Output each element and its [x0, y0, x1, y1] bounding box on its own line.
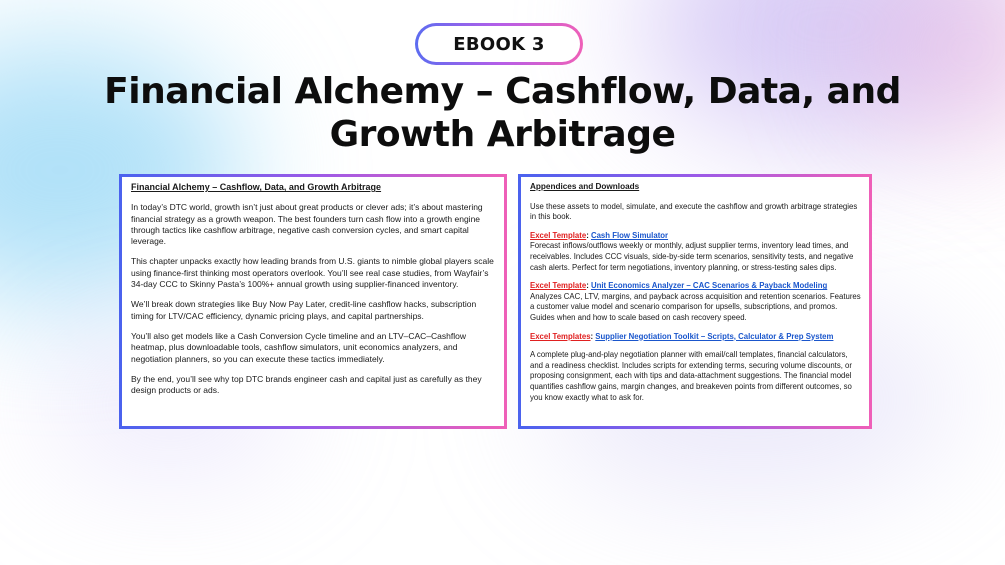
supplier-negotiation-toolkit-link[interactable]: Supplier Negotiation Toolkit – Scripts, Calculator & Prep System — [595, 331, 834, 341]
chapter-overview-content — [122, 177, 504, 426]
page-title-line-2: Growth Arbitrage — [329, 114, 676, 155]
cash-flow-simulator-link[interactable]: Cash Flow Simulator — [590, 230, 669, 240]
template-entry: Excel Template: Unit Economics Analyzer – CAC Scenarios & Payback Modeling Analyzes CAC, LTV, margins, and payback across acquisition and retention scenarios. Features a customer value model and scenario comparison for upsells, subscriptions, and promos. Guides when and how to scale based on cash recovery speed. — [530, 281, 861, 322]
template-entry: Excel Templates: Supplier Negotiation Toolkit – Scripts, Calculator & Prep System — [530, 331, 834, 341]
chapter-overview-card — [119, 174, 507, 429]
template-description: A complete plug-and-play negotiation planner with email/call templates, financial calculators, and a readiness checklist. Includes scripts for extending terms, securing volume discounts, or proposing consignment, each with tips and data-attachment suggestions. The financial model quantifies cashflow gains, margin changes, and breakeven points from different outcomes, so you know exactly what to ask for. — [530, 350, 852, 402]
overview-paragraph: You’ll also get models like a Cash Conversion Cycle timeline and an LTV–CAC–Cashflow heatmap, plus downloadable tools, cashflow simulators, unit economics analyzers, and negotiation planners, so you can execute these tactics immediately. — [131, 330, 466, 364]
ebook-badge — [415, 23, 583, 65]
overview-paragraph: In today’s DTC world, growth isn’t just about great products or clever ads; it’s about mastering financial strategy as a growth weapon. The best founders turn cash flow into a growth engine through tactics like cashflow arbitrage, negative cash conversion cycles, and smart capital leverage. — [131, 202, 483, 247]
template-description: Analyzes CAC, LTV, margins, and payback across acquisition and retention scenarios. Features a customer value model and scenario comparison for upsells, subscriptions, and promos. Guides when and how to scale based on cash recovery speed. — [530, 291, 861, 322]
template-description: Forecast inflows/outflows weekly or monthly, adjust supplier terms, inventory lead times, and receivables. Includes CCC visuals, side-by-side term scenarios, sensitivity tests, and negative cash alerts. Perfect for term negotiations, inventory planning, or stress-testing sales dips. — [530, 241, 854, 272]
overview-paragraph: This chapter unpacks exactly how leading brands from U.S. giants to nimble global players scale using finance-first thinking most operators overlook. You’ll see real case studies, from Wayfair’s 34-day CCC to Skinny Pasta’s 100%+ annual growth using supplier-financed inventory. — [131, 256, 494, 290]
overview-paragraph: We’ll break down strategies like Buy Now Pay Later, credit-line cashflow hacks, subscription timing for LTV/CAC efficiency, dynamic pricing plays, and capital partnerships. — [131, 299, 477, 321]
appendices-intro: Use these assets to model, simulate, and execute the cashflow and growth arbitrage strategies in this book. — [530, 201, 858, 222]
template-label: Excel Template — [530, 281, 587, 291]
appendices-heading: Appendices and Downloads — [530, 182, 640, 191]
appendices-card — [518, 174, 872, 429]
template-entry: Excel Template: Cash Flow Simulator Forecast inflows/outflows weekly or monthly, adjust supplier terms, inventory lead times, and receivables. Includes CCC visuals, side-by-side term scenarios, sensitivity tests, and negative cash alerts. Perfect for term negotiations, inventory planning, or stress-testing sales dips. — [530, 230, 854, 272]
overview-paragraph: By the end, you’ll see why top DTC brands engineer cash and capital just as carefully as they design products or ads. — [131, 373, 482, 396]
page-title-line-1: Financial Alchemy – Cashflow, Data, and — [104, 71, 901, 112]
chapter-heading: Financial Alchemy – Cashflow, Data, and Growth Arbitrage — [131, 182, 382, 192]
unit-economics-analyzer-link[interactable]: Unit Economics Analyzer – CAC Scenarios & Payback Modeling — [590, 281, 828, 291]
ebook-badge-label: EBOOK 3 — [418, 26, 580, 62]
page-title — [0, 70, 1005, 156]
template-label: Excel Template — [530, 230, 587, 240]
template-label: Excel Templates — [530, 331, 591, 341]
appendices-content — [521, 177, 869, 426]
